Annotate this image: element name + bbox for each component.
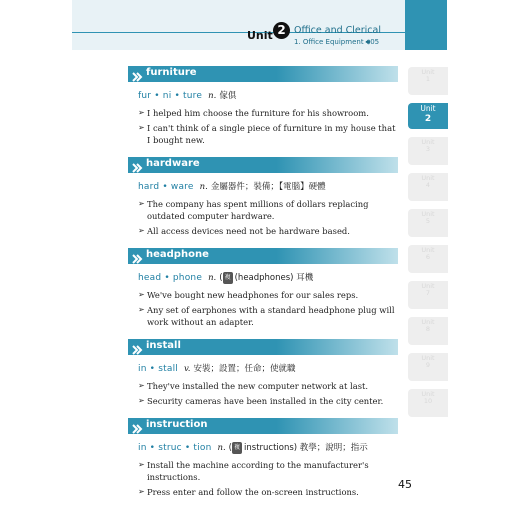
unit-tab-5[interactable] bbox=[408, 209, 448, 237]
arrow-bullet-icon: ➢︎ bbox=[138, 199, 145, 208]
headword: install bbox=[146, 340, 181, 351]
example-sentence bbox=[138, 107, 399, 119]
definition-wrap: ( 複 instructions) 教學；說明；指示 bbox=[228, 443, 368, 453]
double-chevron-icon bbox=[131, 68, 143, 80]
unit-tab-number: 7 bbox=[425, 289, 431, 298]
entry-spacer bbox=[128, 410, 398, 418]
definition-wrap bbox=[193, 364, 295, 374]
arrow-bullet-icon: ➢︎ bbox=[138, 381, 145, 390]
header-band bbox=[72, 0, 447, 50]
header-tab bbox=[405, 0, 447, 50]
unit-tab-label: Unit bbox=[421, 210, 435, 218]
unit-tab-number: 9 bbox=[425, 361, 431, 370]
example-sentence bbox=[138, 198, 399, 222]
unit-tab-label: Unit bbox=[421, 390, 435, 398]
part-of-speech: n. bbox=[199, 182, 208, 192]
arrow-bullet-icon: ➢︎ bbox=[138, 460, 145, 469]
headword: hardware bbox=[146, 158, 200, 169]
unit-tab-number: 8 bbox=[425, 325, 431, 334]
double-chevron-icon bbox=[131, 341, 143, 353]
unit-tab-number: 4 bbox=[425, 181, 431, 190]
headword-bar bbox=[128, 339, 398, 355]
unit-tab-number: 3 bbox=[425, 145, 431, 154]
unit-tabs bbox=[408, 67, 448, 425]
pronunciation-line bbox=[138, 272, 398, 284]
pronunciation-line bbox=[138, 181, 398, 193]
example-sentence bbox=[138, 380, 399, 392]
example-text: I can't think of a single piece of furniture in my house that I bought new. bbox=[147, 123, 396, 145]
headword: instruction bbox=[146, 419, 208, 430]
example-sentence bbox=[138, 304, 399, 328]
example-text: Security cameras have been installed in the city center. bbox=[147, 396, 384, 406]
unit-tab-9[interactable] bbox=[408, 353, 448, 381]
headword-bar bbox=[128, 157, 398, 173]
example-text: They've installed the new computer network at last. bbox=[147, 381, 369, 391]
definition: (headphones) 耳機 bbox=[234, 273, 314, 283]
unit-tab-8[interactable] bbox=[408, 317, 448, 345]
example-sentence bbox=[138, 122, 399, 146]
arrow-bullet-icon: ➢︎ bbox=[138, 487, 145, 496]
arrow-bullet-icon: ➢︎ bbox=[138, 396, 145, 405]
plural-tag: 複 bbox=[223, 272, 233, 284]
entry-spacer bbox=[128, 149, 398, 157]
unit-tab-10[interactable] bbox=[408, 389, 448, 417]
headword-bar bbox=[128, 248, 398, 264]
vocabulary-list bbox=[128, 66, 398, 509]
headword-bar bbox=[128, 418, 398, 434]
part-of-speech: n. bbox=[208, 91, 217, 101]
page-number: 45 bbox=[398, 478, 412, 491]
syllables: in • stall bbox=[138, 364, 178, 374]
vocab-entry bbox=[128, 418, 398, 509]
example-text: Install the machine according to the manufacturer's instructions. bbox=[147, 460, 369, 482]
unit-tab-1[interactable] bbox=[408, 67, 448, 95]
unit-tab-7[interactable] bbox=[408, 281, 448, 309]
example-text: Press enter and follow the on-screen instructions. bbox=[147, 487, 359, 497]
example-text: We've bought new headphones for our sales reps. bbox=[147, 290, 359, 300]
double-chevron-icon bbox=[131, 420, 143, 432]
syllables: in • struc • tion bbox=[138, 443, 212, 453]
unit-tab-label: Unit bbox=[421, 138, 435, 146]
section-title: 1. Office Equipment bbox=[294, 38, 364, 46]
definition: 金屬器件；裝備；【電腦】硬體 bbox=[210, 182, 326, 192]
unit-tab-label: Unit bbox=[421, 174, 435, 182]
example-sentence bbox=[138, 395, 399, 407]
unit-tab-label: Unit bbox=[421, 246, 435, 254]
headword: headphone bbox=[146, 249, 209, 260]
example-sentence bbox=[138, 486, 399, 498]
section-subtitle bbox=[294, 38, 379, 47]
unit-tab-3[interactable] bbox=[408, 137, 448, 165]
unit-tab-label: Unit bbox=[421, 282, 435, 290]
unit-tab-2[interactable] bbox=[408, 103, 448, 129]
unit-label: Unit bbox=[247, 29, 273, 42]
example-sentence bbox=[138, 225, 399, 237]
unit-tab-number: 1 bbox=[425, 75, 431, 84]
arrow-bullet-icon: ➢︎ bbox=[138, 305, 145, 314]
syllables: head • phone bbox=[138, 273, 203, 283]
pronunciation-line bbox=[138, 363, 398, 375]
entry-spacer bbox=[128, 331, 398, 339]
example-text: Any set of earphones with a standard headphone plug will work without an adapter. bbox=[147, 305, 395, 327]
unit-tab-number: 5 bbox=[425, 217, 431, 226]
pronunciation-line bbox=[138, 442, 398, 454]
part-of-speech: n. bbox=[217, 443, 226, 453]
speaker-icon[interactable]: 🔊︎ bbox=[365, 38, 371, 46]
double-chevron-icon bbox=[131, 250, 143, 262]
headword: furniture bbox=[146, 67, 197, 78]
plural-tag: 複 bbox=[232, 442, 242, 454]
pronunciation-line bbox=[138, 90, 398, 102]
double-chevron-icon bbox=[131, 159, 143, 171]
unit-tab-4[interactable] bbox=[408, 173, 448, 201]
definition: 安裝；設置；任命；使就職 bbox=[193, 364, 296, 374]
arrow-bullet-icon: ➢︎ bbox=[138, 123, 145, 132]
entry-spacer bbox=[128, 240, 398, 248]
unit-title: Office and Clerical bbox=[294, 25, 381, 36]
part-of-speech: n. bbox=[208, 273, 217, 283]
unit-number-badge: 2 bbox=[273, 22, 290, 39]
definition-wrap bbox=[219, 91, 236, 101]
audio-track-number: 05 bbox=[370, 38, 380, 46]
unit-tab-number: 2 bbox=[424, 113, 432, 124]
syllables: hard • ware bbox=[138, 182, 194, 192]
unit-tab-label: Unit bbox=[421, 354, 435, 362]
definition: instructions) 教學；說明；指示 bbox=[244, 443, 368, 453]
arrow-bullet-icon: ➢︎ bbox=[138, 108, 145, 117]
definition-wrap bbox=[211, 182, 326, 192]
vocab-entry bbox=[128, 248, 398, 339]
vocab-entry bbox=[128, 66, 398, 157]
example-sentence bbox=[138, 289, 399, 301]
definition-wrap: ( 複 (headphones) 耳機 bbox=[219, 273, 314, 283]
example-text: The company has spent millions of dollars replacing outdated computer hardware. bbox=[147, 199, 369, 221]
vocab-entry bbox=[128, 157, 398, 248]
part-of-speech: v. bbox=[183, 364, 191, 374]
headword-bar bbox=[128, 66, 398, 82]
unit-tab-label: Unit bbox=[421, 68, 435, 76]
syllables: fur • ni • ture bbox=[138, 91, 203, 101]
definition: 傢俱 bbox=[219, 91, 237, 101]
unit-tab-6[interactable] bbox=[408, 245, 448, 273]
unit-tab-label: Unit bbox=[420, 104, 436, 113]
unit-tab-number: 10 bbox=[423, 397, 433, 406]
unit-tab-label: Unit bbox=[421, 318, 435, 326]
example-text: All access devices need not be hardware based. bbox=[147, 226, 350, 236]
unit-tab-number: 6 bbox=[425, 253, 431, 262]
arrow-bullet-icon: ➢︎ bbox=[138, 290, 145, 299]
entry-spacer bbox=[128, 501, 398, 509]
example-text: I helped him choose the furniture for his showroom. bbox=[147, 108, 369, 118]
example-sentence bbox=[138, 459, 399, 483]
arrow-bullet-icon: ➢︎ bbox=[138, 226, 145, 235]
vocab-entry bbox=[128, 339, 398, 418]
